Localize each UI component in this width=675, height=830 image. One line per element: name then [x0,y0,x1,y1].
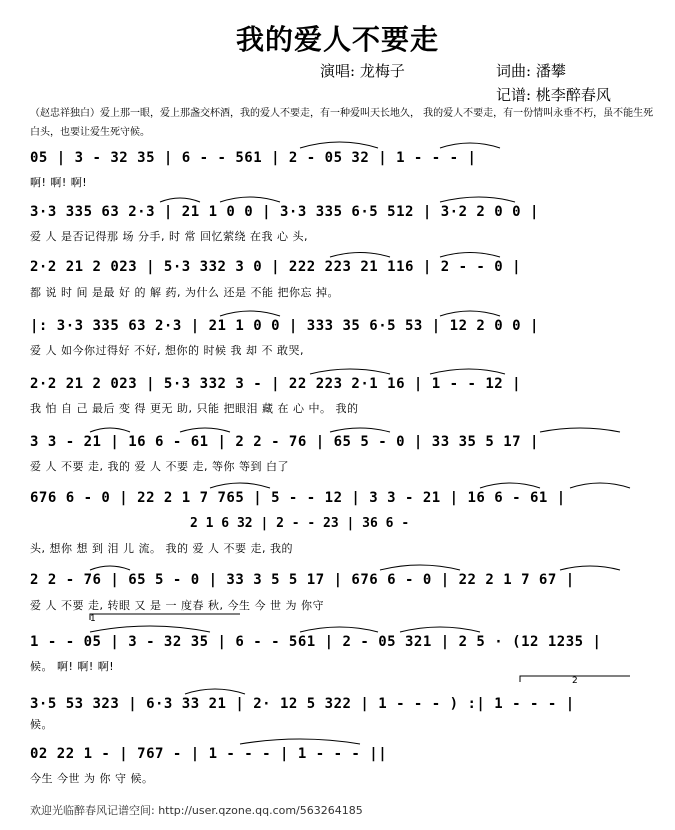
score-row-notes: 1 - - 05 | 3 - 32 35 | 6 - - 561 | 2 - 05 321 | 2 5 · (12 1235 | [30,634,602,650]
score-row-lyrics: 爱 人 不要 走, 转眼 又 是 一 度春 秋, 今生 今 世 为 你守 [30,599,324,612]
composer-label: 词曲: 潘攀 [496,62,566,80]
volta-second-label: 2 [572,676,578,686]
singer-label: 演唱: 龙梅子 [320,62,405,80]
score-row-notes: 2·2 21 2 023 | 5·3 332 3 - | 22 223 2·1 16 | 1 - - 12 | [30,376,522,392]
score-row-lyrics: 我 怕 自 己 最后 变 得 更无 助, 只能 把眼泪 藏 在 心 中。 我的 [30,402,359,415]
volta-first-label: 1 [90,614,96,624]
footer-link-text: 欢迎光临醉春风记谱空间: http://user.qzone.qq.com/563264185 [30,804,363,817]
intro-monologue: （赵忠祥独白）爱上那一眼，爱上那盏交杯酒，我的爱人不要走，有一种爱叫天长地久， 我的爱人不要走，有一份情叫永垂不朽，虽不能生死白头，也要让爱生死守候。 [30,108,654,138]
score-row-notes: 02 22 1 - | 767 - | 1 - - - | 1 - - - || [30,746,388,762]
score-row-lyrics: 爱 人 是否记得那 场 分手, 时 常 回忆萦绕 在我 心 头, [30,230,308,243]
song-title: 我的爱人不要走 [235,23,439,56]
score-row-notes: 05 | 3 - 32 35 | 6 - - 561 | 2 - 05 32 | 1 - - - | [30,150,477,166]
score-row-notes: 676 6 - 0 | 22 2 1 7 765 | 5 - - 12 | 3 3 - 21 | 16 6 - 61 | [30,490,566,506]
score-row-notes: 2 2 - 76 | 65 5 - 0 | 33 3 5 5 17 | 676 6 - 0 | 22 2 1 7 67 | [30,572,575,588]
score-row-notes: 3 3 - 21 | 16 6 - 61 | 2 2 - 76 | 65 5 - 0 | 33 35 5 17 | [30,434,539,450]
score-row-lyrics: 都 说 时 间 是最 好 的 解 药, 为什么 还是 不能 把你忘 掉。 [30,286,339,299]
transcriber-label: 记谱: 桃李醉春风 [496,86,611,104]
score-row-notes: 2·2 21 2 023 | 5·3 332 3 0 | 222 223 21 116 | 2 - - 0 | [30,259,522,275]
score-row-lyrics: 候。 啊! 啊! 啊! [30,660,115,673]
score-row-lyrics: 今生 今世 为 你 守 候。 [30,772,154,785]
score-row-notes: 3·3 335 63 2·3 | 21 1 0 0 | 3·3 335 6·5 512 | 3·2 2 0 0 | [30,204,539,220]
score-row-lyrics: 爱 人 如今你过得好 不好, 想你的 时候 我 却 不 敢哭, [30,344,304,357]
score-row-notes: 3·5 53 323 | 6·3 33 21 | 2· 12 5 322 | 1 - - - ) :| 1 - - - | [30,696,575,712]
score-row-lyrics: 啊! 啊! 啊! [30,176,88,189]
harmony-row-notes: 2 1 6 32 | 2 - - 23 | 36 6 - [190,516,410,531]
score-row-lyrics: 爱 人 不要 走, 我的 爱 人 不要 走, 等你 等到 白了 [30,460,289,473]
score-row-notes: |: 3·3 335 63 2·3 | 21 1 0 0 | 333 35 6·5 53 | 12 2 0 0 | [30,318,539,334]
score-row-lyrics: 头, 想你 想 到 泪 儿 流。 我的 爱 人 不要 走, 我的 [30,542,293,555]
score-row-lyrics: 候。 [30,718,53,731]
